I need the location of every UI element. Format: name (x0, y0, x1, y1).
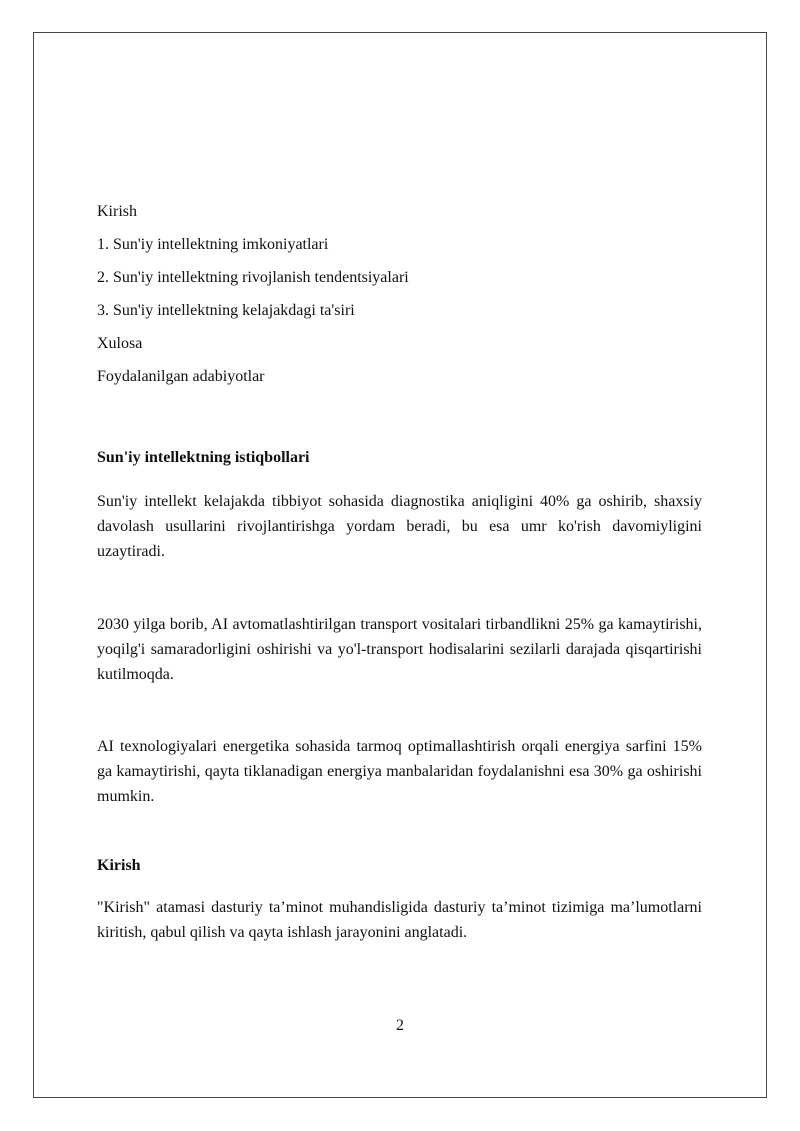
toc-item-xulosa: Xulosa (97, 335, 143, 352)
spacer (97, 564, 702, 612)
paragraph-medicine: Sun'iy intellekt kelajakda tibbiyot sohasida diagnostika aniqligini 40% ga oshirib, shaxsiy davolash usullarini rivojlantirishga yordam beradi, bu esa umr ko'rish davomiyligini uzaytiradi. (97, 493, 702, 560)
spacer (97, 398, 702, 446)
section-heading-prospects: Sun'iy intellektning istiqbollari (97, 449, 310, 466)
table-of-contents (97, 200, 702, 398)
page-number: 2 (396, 1017, 404, 1034)
spacer (97, 878, 702, 895)
toc-item-2: 2. Sun'iy intellektning rivojlanish tendentsiyalari (97, 269, 409, 286)
toc-item-adabiyotlar: Foydalanilgan adabiyotlar (97, 368, 265, 385)
paragraph-energy: AI texnologiyalari energetika sohasida tarmoq optimallashtirish orqali energiya sarfini 15% ga kamaytirishi, qayta tiklanadigan energiya manbalaridan foydalanishni esa 30% ga oshirishi mumkin. (97, 738, 702, 805)
document-body (97, 200, 702, 945)
spacer (97, 470, 702, 489)
spacer (97, 687, 702, 734)
toc-item-kirish: Kirish (97, 203, 137, 220)
paragraph-transport: 2030 yilga borib, AI avtomatlashtirilgan transport vositalari tirbandlikni 25% ga kamaytirishi, yoqilg'i samaradorligini oshirishi va yo'l-transport hodisalarini sezilarli darajada qisqartirishi kutilmoqda. (97, 616, 702, 683)
toc-item-1: 1. Sun'iy intellektning imkoniyatlari (97, 236, 329, 253)
section-heading-kirish: Kirish (97, 857, 141, 874)
paragraph-kirish: "Kirish" atamasi dasturiy ta’minot muhandisligida dasturiy ta’minot tizimiga ma’lumotlarni kiritish, qabul qilish va qayta ishlash jarayonini anglatadi. (97, 899, 702, 941)
toc-item-3: 3. Sun'iy intellektning kelajakdagi ta'siri (97, 302, 355, 319)
spacer (97, 809, 702, 854)
